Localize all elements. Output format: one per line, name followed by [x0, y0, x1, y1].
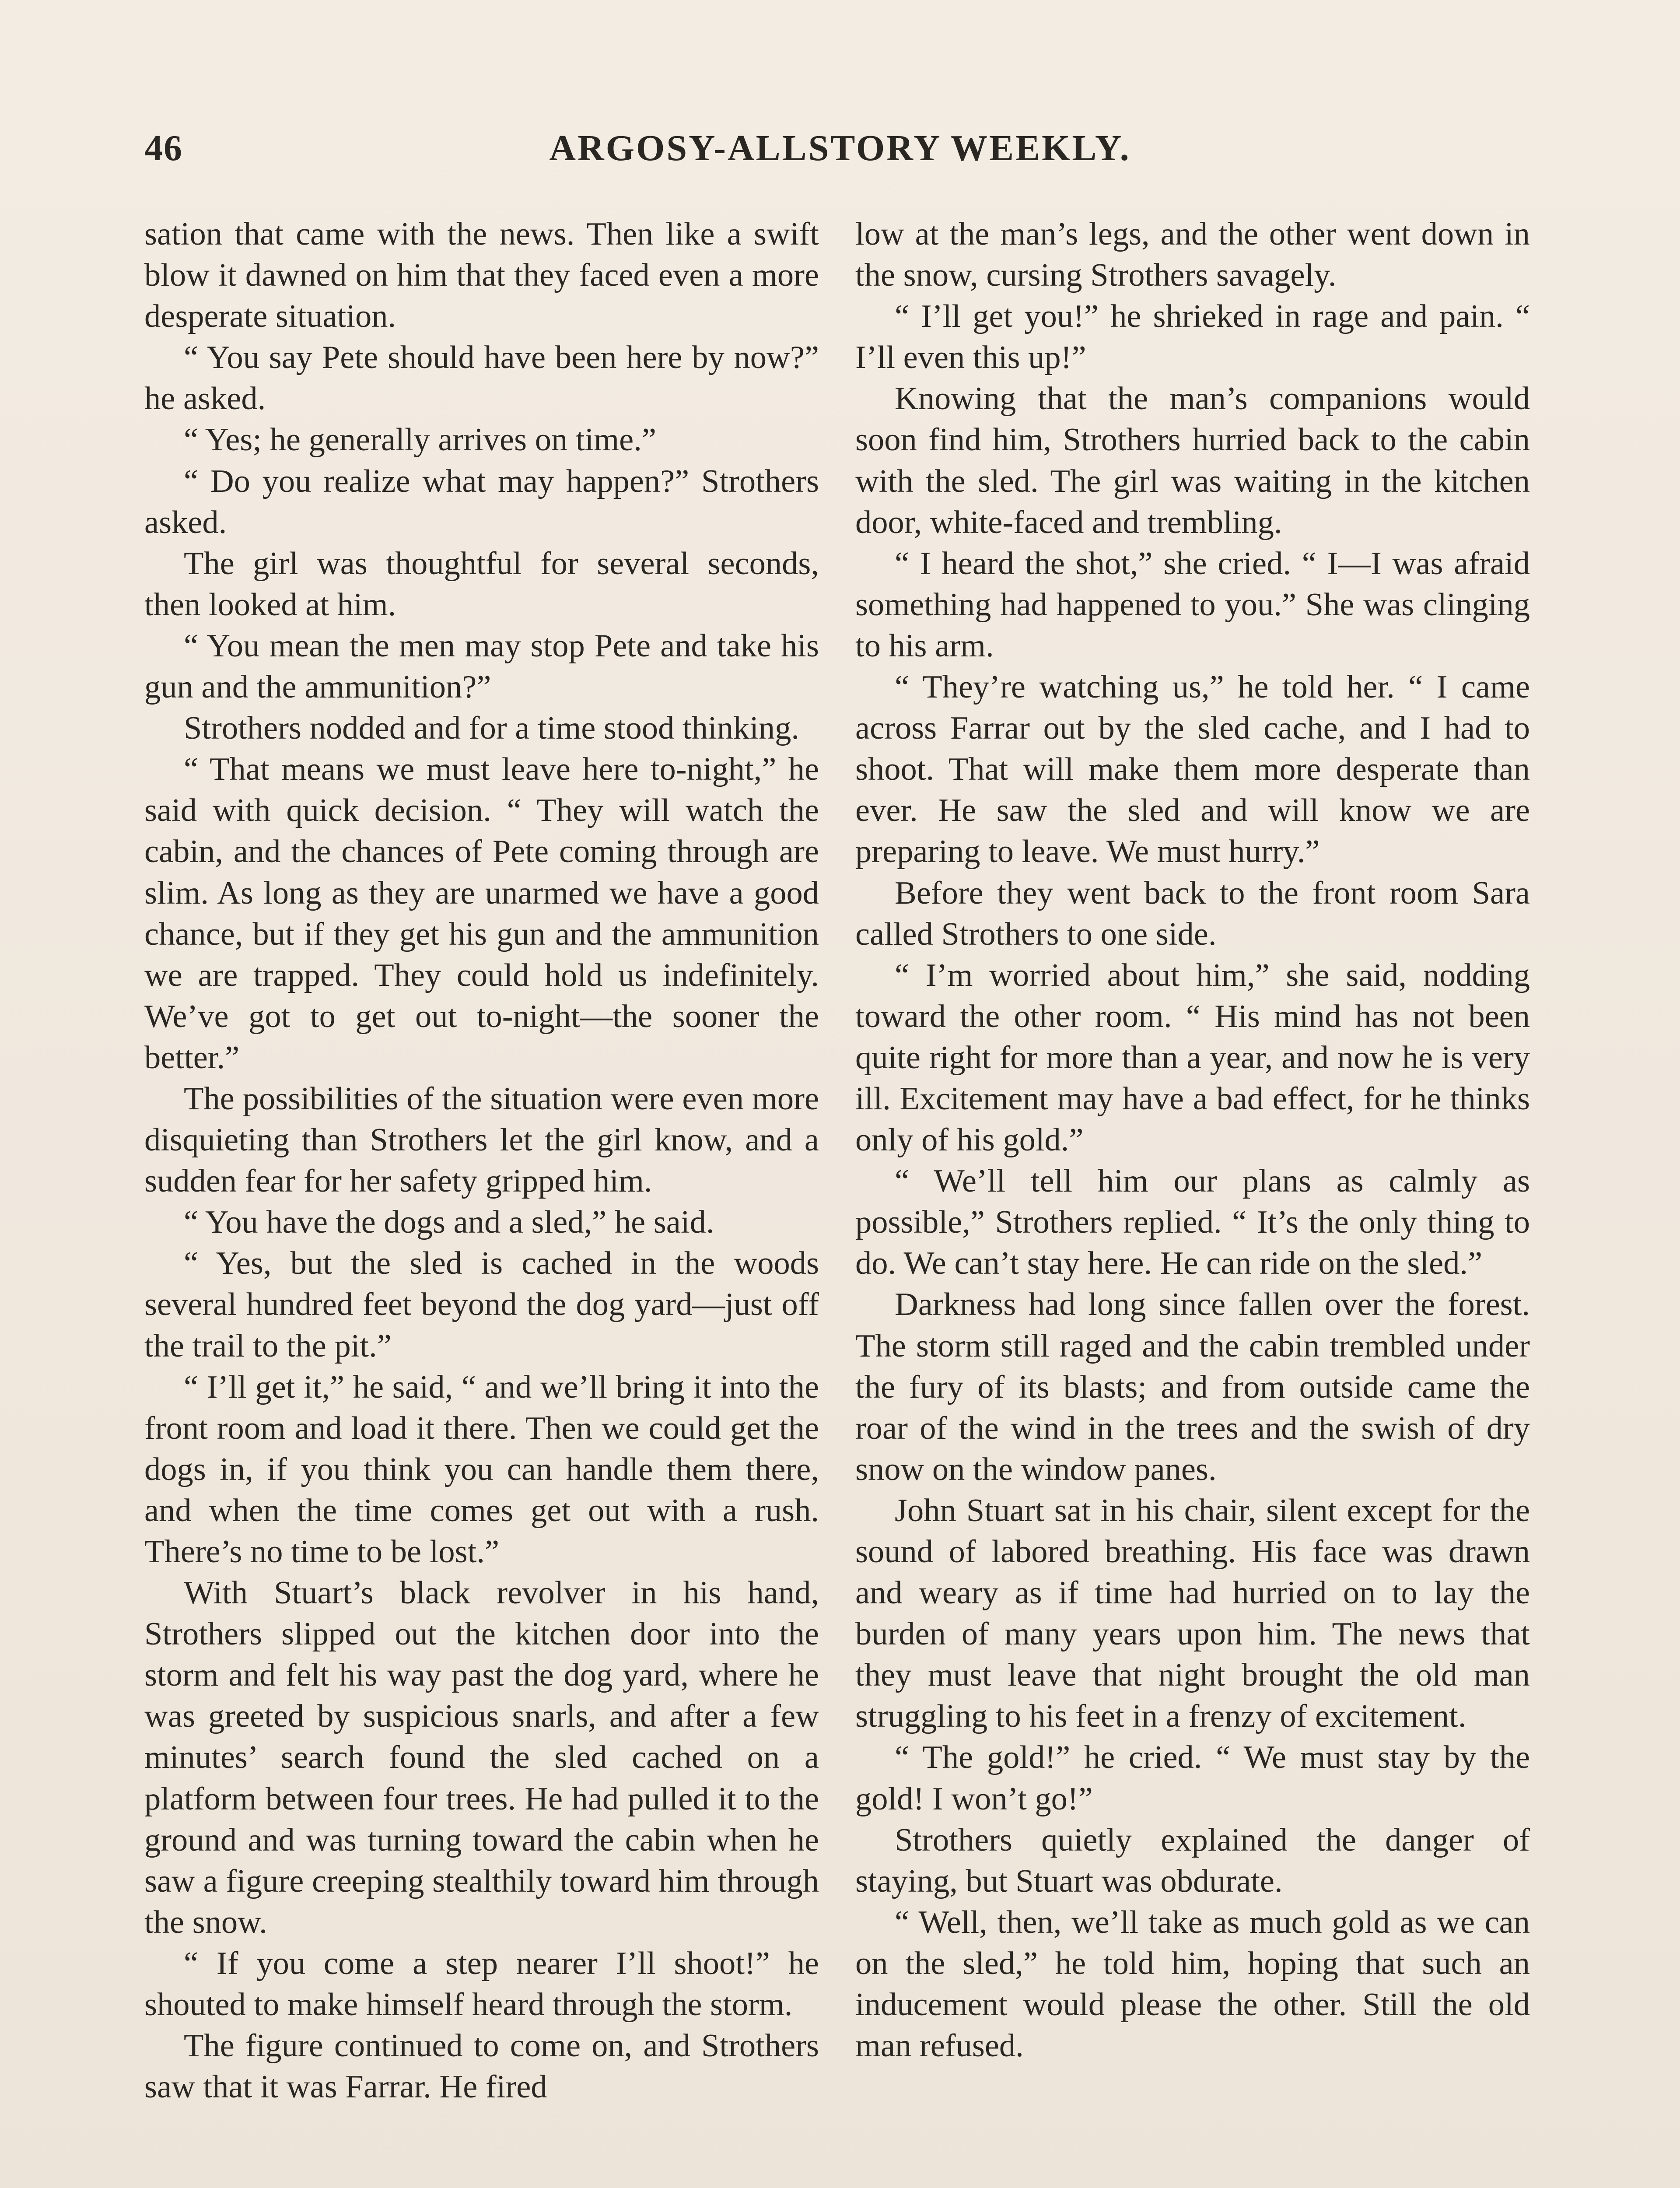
- paragraph: “ If you come a step nearer I’ll shoot!” he shouted to make himself heard through the storm.: [144, 1945, 819, 2023]
- paragraph: “ You mean the men may stop Pete and take his gun and the ammunition?”: [144, 628, 819, 705]
- paragraph: “ I’m worried about him,” she said, nodding toward the other room. “ His mind has not been quite right for more than a year, and now he is very ill. Excitement may have a bad effect, for he thinks only of his gold.”: [855, 957, 1530, 1158]
- paragraph: Knowing that the man’s companions would soon find him, Strothers hurried back to the cabin with the sled. The girl was waiting in the kitchen door, white-faced and trembling.: [855, 381, 1530, 540]
- left-text-column: [144, 214, 819, 2107]
- paragraph: With Stuart’s black revolver in his hand, Strothers slipped out the kitchen door into the storm and felt his way past the dog yard, where he was greeted by suspicious snarls, and after a few minutes’ search found the sled cached on a platform between four trees. He had pulled it to the ground and was turning toward the cabin when he saw a figure creeping stealthily toward him through the snow.: [144, 1575, 819, 1940]
- paragraph: “ We’ll tell him our plans as calmly as possible,” Strothers replied. “ It’s the only thing to do. We can’t stay here. He can ride on the sled.”: [855, 1163, 1530, 1282]
- page-header: [144, 127, 1536, 184]
- paragraph: The girl was thoughtful for several seconds, then looked at him.: [144, 545, 819, 623]
- paragraph: sation that came with the news. Then like a swift blow it dawned on him that they faced even a more desperate situation.: [144, 216, 819, 335]
- paragraph: “ You say Pete should have been here by now?” he asked.: [144, 340, 819, 417]
- paragraph: “ You have the dogs and a sled,” he said.: [184, 1204, 714, 1241]
- paragraph: “ Well, then, we’ll take as much gold as we can on the sled,” he told him, hoping that such an inducement would please the other. Still the old man refused.: [855, 1904, 1530, 2064]
- paragraph: The figure continued to come on, and Strothers saw that it was Farrar. He fired: [144, 2028, 819, 2105]
- paragraph: low at the man’s legs, and the other went down in the snow, cursing Strothers savagely.: [855, 216, 1530, 294]
- paragraph: “ I’ll get it,” he said, “ and we’ll bring it into the front room and load it there. Then we could get the dogs in, if you think you can handle them there, and when the time comes get out with a rush. There’s no time to be lost.”: [144, 1369, 819, 1570]
- right-text-column: [855, 214, 1530, 2066]
- paragraph: Strothers nodded and for a time stood thinking.: [184, 710, 800, 747]
- publication-title: ARGOSY-ALLSTORY WEEKLY.: [549, 128, 1131, 168]
- paragraph: “ The gold!” he cried. “ We must stay by the gold! I won’t go!”: [855, 1739, 1530, 1817]
- paragraph: “ They’re watching us,” he told her. “ I came across Farrar out by the sled cache, and I had to shoot. That will make them more desperate than ever. He saw the sled and will know we are preparing to leave. We must hurry.”: [855, 669, 1530, 870]
- paragraph: “ I’ll get you!” he shrieked in rage and pain. “ I’ll even this up!”: [855, 298, 1530, 376]
- paragraph: John Stuart sat in his chair, silent except for the sound of labored breathing. His face was drawn and weary as if time had hurried on to lay the burden of many years upon him. The news that they must leave that night brought the old man struggling to his feet in a frenzy of excitement.: [855, 1492, 1530, 1735]
- paragraph: “ That means we must leave here to-night,” he said with quick decision. “ They will watch the cabin, and the chances of Pete coming through are slim. As long as they are unarmed we have a good chance, but if they get his gun and the ammunition we are trapped. They could hold us indefinitely. We’ve got to get out to-night—the sooner the better.”: [144, 751, 819, 1076]
- paragraph: “ I heard the shot,” she cried. “ I—I was afraid something had happened to you.” She was clinging to his arm.: [855, 545, 1530, 664]
- paragraph: The possibilities of the situation were even more disquieting than Strothers let the girl know, and a sudden fear for her safety gripped him.: [144, 1080, 819, 1199]
- paragraph: Before they went back to the front room Sara called Strothers to one side.: [855, 875, 1530, 952]
- paragraph: Strothers quietly explained the danger of staying, but Stuart was obdurate.: [855, 1822, 1530, 1899]
- paragraph: “ Do you realize what may happen?” Strothers asked.: [144, 463, 819, 540]
- page-number: 46: [144, 128, 183, 168]
- paragraph: “ Yes; he generally arrives on time.”: [184, 422, 656, 458]
- paragraph: Darkness had long since fallen over the forest. The storm still raged and the cabin trembled under the fury of its blasts; and from outside came the roar of the wind in the trees and the swish of dry snow on the window panes.: [855, 1287, 1530, 1487]
- paragraph: “ Yes, but the sled is cached in the woods several hundred feet beyond the dog yard—just off the trail to the pit.”: [144, 1245, 819, 1364]
